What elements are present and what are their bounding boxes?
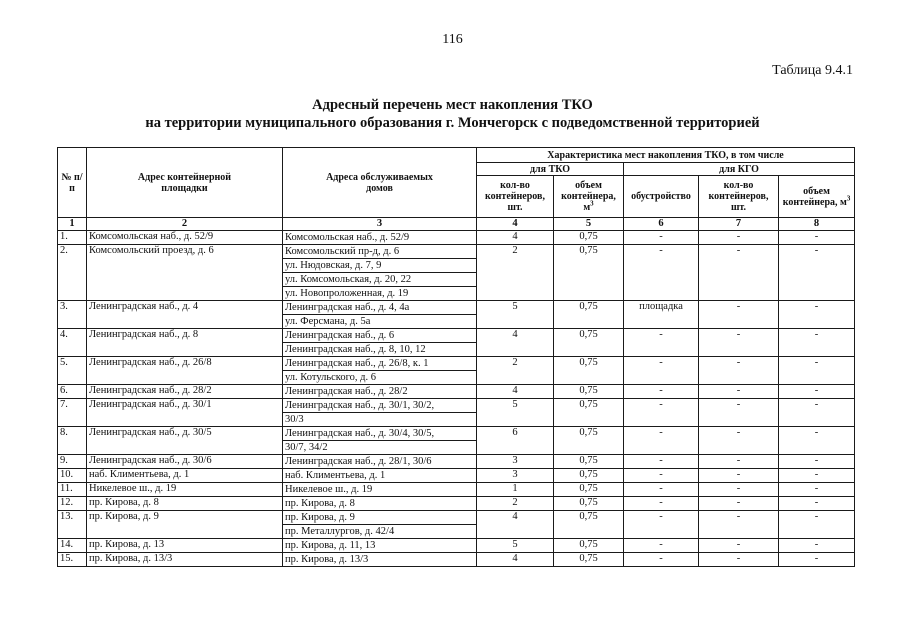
setup: - xyxy=(624,497,699,511)
column-number: 3 xyxy=(283,218,477,231)
served-address: пр. Кирова, д. 11, 13 xyxy=(283,539,477,553)
tko-count: 2 xyxy=(477,497,554,511)
container-address: Ленинградская наб., д. 26/8 xyxy=(87,357,283,385)
served-address: Ленинградская наб., д. 30/1, 30/2, xyxy=(283,399,477,413)
tko-volume: 0,75 xyxy=(554,553,624,567)
container-address: пр. Кирова, д. 8 xyxy=(87,497,283,511)
container-address: Никелевое ш., д. 19 xyxy=(87,483,283,497)
table-row xyxy=(58,385,855,399)
container-address: Ленинградская наб., д. 4 xyxy=(87,301,283,329)
row-number: 10. xyxy=(58,469,87,483)
kgo-volume: - xyxy=(779,553,855,567)
header-kgo-volume: объем контейнера, $м^3$ xyxy=(779,176,855,218)
tko-count: 3 xyxy=(477,469,554,483)
column-number: 5 xyxy=(554,218,624,231)
kgo-volume: - xyxy=(779,427,855,455)
tko-volume: 0,75 xyxy=(554,399,624,427)
column-number: 4 xyxy=(477,218,554,231)
row-number: 15. xyxy=(58,553,87,567)
tko-count: 3 xyxy=(477,455,554,469)
tko-volume: 0,75 xyxy=(554,427,624,455)
header-tko-count: кол-во контейнеров, шт. xyxy=(477,176,554,218)
served-address: Комсомольский пр-д, д. 6 xyxy=(283,245,477,259)
header-served-address: Адреса обслуживаемых домов xyxy=(283,148,477,218)
kgo-count: - xyxy=(699,539,779,553)
kgo-count: - xyxy=(699,329,779,357)
tko-count: 2 xyxy=(477,357,554,385)
kgo-volume: - xyxy=(779,301,855,329)
container-address: Комсомольский проезд, д. 6 xyxy=(87,245,283,301)
kgo-volume: - xyxy=(779,357,855,385)
column-number: 1 xyxy=(58,218,87,231)
served-address: ул. Новопроложенная, д. 19 xyxy=(283,287,477,301)
table-row xyxy=(58,231,855,245)
row-number: 12. xyxy=(58,497,87,511)
row-number: 5. xyxy=(58,357,87,385)
header-characteristics: Характеристика мест накопления ТКО, в том числе xyxy=(477,148,855,163)
kgo-count: - xyxy=(699,245,779,301)
table-row xyxy=(58,469,855,483)
header-kgo-count: кол-во контейнеров, шт. xyxy=(699,176,779,218)
setup: - xyxy=(624,427,699,455)
served-address: пр. Металлургов, д. 42/4 xyxy=(283,525,477,539)
table-row xyxy=(58,399,855,413)
container-address: Ленинградская наб., д. 30/1 xyxy=(87,399,283,427)
table-row xyxy=(58,511,855,525)
kgo-volume: - xyxy=(779,245,855,301)
served-address: Ленинградская наб., д. 28/2 xyxy=(283,385,477,399)
tko-volume: 0,75 xyxy=(554,329,624,357)
row-number: 3. xyxy=(58,301,87,329)
header-num: № п/п xyxy=(58,148,87,218)
kgo-volume: - xyxy=(779,511,855,539)
row-number: 13. xyxy=(58,511,87,539)
kgo-count: - xyxy=(699,399,779,427)
tko-volume: 0,75 xyxy=(554,385,624,399)
tko-volume: 0,75 xyxy=(554,455,624,469)
row-number: 2. xyxy=(58,245,87,301)
table-row xyxy=(58,245,855,259)
row-number: 14. xyxy=(58,539,87,553)
kgo-count: - xyxy=(699,427,779,455)
container-address: Ленинградская наб., д. 28/2 xyxy=(87,385,283,399)
container-address: пр. Кирова, д. 13/3 xyxy=(87,553,283,567)
row-number: 1. xyxy=(58,231,87,245)
document-subtitle: на территории муниципального образования г. Мончегорск с подведомственной территорией xyxy=(145,115,760,131)
setup: - xyxy=(624,553,699,567)
table-row xyxy=(58,553,855,567)
column-number: 7 xyxy=(699,218,779,231)
container-address: пр. Кирова, д. 13 xyxy=(87,539,283,553)
header-tko-volume: объем контейнера, $м^3$ xyxy=(554,176,624,218)
tko-count: 2 xyxy=(477,245,554,301)
tko-count: 4 xyxy=(477,511,554,539)
header-setup: обустройство xyxy=(624,176,699,218)
served-address: Ленинградская наб., д. 8, 10, 12 xyxy=(283,343,477,357)
row-number: 8. xyxy=(58,427,87,455)
table-row xyxy=(58,539,855,553)
row-number: 6. xyxy=(58,385,87,399)
served-address: Ленинградская наб., д. 30/4, 30/5, xyxy=(283,427,477,441)
kgo-count: - xyxy=(699,483,779,497)
containers-table xyxy=(57,147,855,567)
kgo-volume: - xyxy=(779,399,855,427)
column-number: 8 xyxy=(779,218,855,231)
setup: - xyxy=(624,455,699,469)
row-number: 7. xyxy=(58,399,87,427)
tko-count: 5 xyxy=(477,399,554,427)
tko-volume: 0,75 xyxy=(554,497,624,511)
container-address: наб. Климентьева, д. 1 xyxy=(87,469,283,483)
served-address: Ленинградская наб., д. 4, 4а xyxy=(283,301,477,315)
kgo-count: - xyxy=(699,511,779,539)
kgo-count: - xyxy=(699,231,779,245)
setup: площадка xyxy=(624,301,699,329)
table-row xyxy=(58,483,855,497)
setup: - xyxy=(624,357,699,385)
container-address: Ленинградская наб., д. 8 xyxy=(87,329,283,357)
tko-count: 4 xyxy=(477,553,554,567)
table-row xyxy=(58,497,855,511)
setup: - xyxy=(624,245,699,301)
served-address: ул. Ферсмана, д. 5а xyxy=(283,315,477,329)
document-title: Адресный перечень мест накопления ТКО xyxy=(312,97,593,113)
kgo-volume: - xyxy=(779,469,855,483)
kgo-volume: - xyxy=(779,483,855,497)
kgo-count: - xyxy=(699,301,779,329)
tko-volume: 0,75 xyxy=(554,245,624,301)
setup: - xyxy=(624,539,699,553)
column-number: 2 xyxy=(87,218,283,231)
table-row xyxy=(58,329,855,343)
tko-count: 5 xyxy=(477,301,554,329)
served-address: Ленинградская наб., д. 28/1, 30/6 xyxy=(283,455,477,469)
kgo-volume: - xyxy=(779,329,855,357)
tko-count: 4 xyxy=(477,231,554,245)
served-address: ул. Котульского, д. 6 xyxy=(283,371,477,385)
header-tko: для ТКО xyxy=(477,163,624,176)
setup: - xyxy=(624,469,699,483)
tko-volume: 0,75 xyxy=(554,469,624,483)
table-body xyxy=(58,231,855,567)
tko-count: 6 xyxy=(477,427,554,455)
setup: - xyxy=(624,385,699,399)
setup: - xyxy=(624,329,699,357)
row-number: 4. xyxy=(58,329,87,357)
tko-volume: 0,75 xyxy=(554,483,624,497)
tko-volume: 0,75 xyxy=(554,511,624,539)
kgo-volume: - xyxy=(779,231,855,245)
served-address: 30/3 xyxy=(283,413,477,427)
table-row xyxy=(58,427,855,441)
served-address: Никелевое ш., д. 19 xyxy=(283,483,477,497)
kgo-volume: - xyxy=(779,497,855,511)
kgo-count: - xyxy=(699,357,779,385)
table-row xyxy=(58,357,855,371)
kgo-volume: - xyxy=(779,385,855,399)
page-number: 116 xyxy=(442,32,463,47)
tko-volume: 0,75 xyxy=(554,301,624,329)
tko-volume: 0,75 xyxy=(554,231,624,245)
header-kgo: для КГО xyxy=(624,163,855,176)
row-number: 11. xyxy=(58,483,87,497)
served-address: Ленинградская наб., д. 6 xyxy=(283,329,477,343)
kgo-count: - xyxy=(699,497,779,511)
setup: - xyxy=(624,399,699,427)
setup: - xyxy=(624,231,699,245)
header-container-address: Адрес контейнерной площадки xyxy=(87,148,283,218)
container-address: Ленинградская наб., д. 30/6 xyxy=(87,455,283,469)
served-address: Ленинградская наб., д. 26/8, к. 1 xyxy=(283,357,477,371)
kgo-count: - xyxy=(699,455,779,469)
column-number: 6 xyxy=(624,218,699,231)
served-address: пр. Кирова, д. 13/3 xyxy=(283,553,477,567)
tko-count: 1 xyxy=(477,483,554,497)
tko-volume: 0,75 xyxy=(554,357,624,385)
table-label: Таблица 9.4.1 xyxy=(772,63,853,78)
container-address: Ленинградская наб., д. 30/5 xyxy=(87,427,283,455)
tko-volume: 0,75 xyxy=(554,539,624,553)
served-address: ул. Комсомольская, д. 20, 22 xyxy=(283,273,477,287)
table-row xyxy=(58,301,855,315)
row-number: 9. xyxy=(58,455,87,469)
setup: - xyxy=(624,483,699,497)
setup: - xyxy=(624,511,699,539)
kgo-count: - xyxy=(699,385,779,399)
tko-count: 4 xyxy=(477,385,554,399)
served-address: наб. Климентьева, д. 1 xyxy=(283,469,477,483)
served-address: пр. Кирова, д. 9 xyxy=(283,511,477,525)
kgo-count: - xyxy=(699,553,779,567)
served-address: ул. Нюдовская, д. 7, 9 xyxy=(283,259,477,273)
container-address: пр. Кирова, д. 9 xyxy=(87,511,283,539)
kgo-count: - xyxy=(699,469,779,483)
served-address: 30/7, 34/2 xyxy=(283,441,477,455)
tko-count: 5 xyxy=(477,539,554,553)
served-address: пр. Кирова, д. 8 xyxy=(283,497,477,511)
column-number-row xyxy=(58,218,855,231)
kgo-volume: - xyxy=(779,539,855,553)
table-row xyxy=(58,455,855,469)
container-address: Комсомольская наб., д. 52/9 xyxy=(87,231,283,245)
served-address: Комсомольская наб., д. 52/9 xyxy=(283,231,477,245)
tko-count: 4 xyxy=(477,329,554,357)
kgo-volume: - xyxy=(779,455,855,469)
